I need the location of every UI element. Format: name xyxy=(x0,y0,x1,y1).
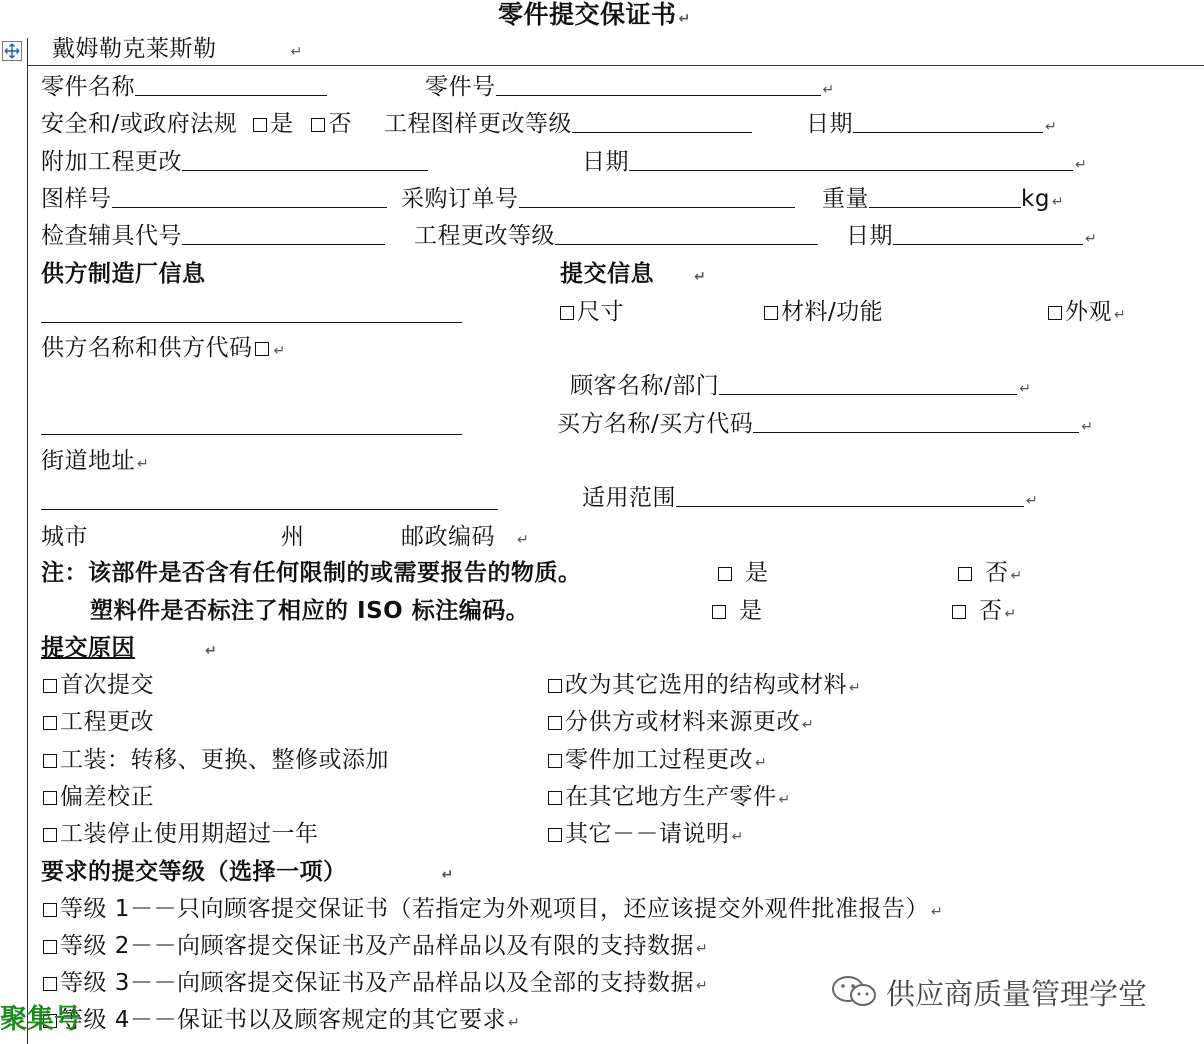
state-label: 州 xyxy=(281,524,305,550)
reason-left-5-checkbox[interactable] xyxy=(43,828,57,842)
reason-right-3[interactable]: 零件加工过程更改 ↵ xyxy=(548,749,767,772)
street-address-label: 街道地址 ↵ xyxy=(41,448,150,474)
material-checkbox[interactable] xyxy=(764,306,778,320)
weight-field[interactable]: 重量 kg ↵ xyxy=(822,186,1065,212)
note-plastic-iso: 塑料件是否标注了相应的 ISO 标注编码。 xyxy=(90,598,530,624)
dimension-checkbox[interactable] xyxy=(560,306,574,320)
safety-yes-checkbox[interactable] xyxy=(253,118,267,132)
buyer-field[interactable]: 买方名称/买方代码 ↵ xyxy=(557,411,1094,437)
safety-no-checkbox[interactable] xyxy=(311,118,325,132)
supplier-blank-line-1[interactable] xyxy=(41,322,462,323)
reason-right-4-checkbox[interactable] xyxy=(548,791,562,805)
reason-right-2[interactable]: 分供方或材料来源更改 ↵ xyxy=(548,711,814,734)
material-option[interactable]: 材料/功能 xyxy=(764,301,883,324)
reason-right-3-checkbox[interactable] xyxy=(548,754,562,768)
appearance-checkbox[interactable] xyxy=(1048,306,1062,320)
reason-left-4[interactable]: 偏差校正 xyxy=(43,786,154,809)
customer-dept-field[interactable]: 顾客名称/部门 ↵ xyxy=(570,373,1032,399)
note-restricted-substances: 注：该部件是否含有任何限制的或需要报告的物质。 xyxy=(41,560,582,586)
po-no-field[interactable]: 采购订单号 xyxy=(401,188,795,211)
extra-eng-change-field[interactable]: 附加工程更改 xyxy=(41,151,428,174)
drawing-no-field[interactable]: 图样号 xyxy=(41,188,387,211)
note2-no-checkbox[interactable] xyxy=(952,605,966,619)
level-1-checkbox[interactable] xyxy=(43,903,57,917)
note1-no-checkbox[interactable] xyxy=(958,567,972,581)
submission-info-heading: 提交信息 ↵ xyxy=(560,261,707,287)
supplier-blank-line-2[interactable] xyxy=(41,434,462,435)
note1-yes-option[interactable]: 是 xyxy=(718,562,769,585)
reason-left-1-checkbox[interactable] xyxy=(43,679,57,693)
date-field-2[interactable]: 日期 ↵ xyxy=(582,149,1088,175)
table-left-border xyxy=(27,38,28,1044)
application-field[interactable]: 适用范围 ↵ xyxy=(582,485,1039,511)
part-no-field[interactable]: 零件号 ↵ xyxy=(425,74,835,100)
note1-yes-checkbox[interactable] xyxy=(718,567,732,581)
reason-left-2[interactable]: 工程更改 xyxy=(43,711,154,734)
level-2-option[interactable]: 等级 2－－向顾客提交保证书及产品样品以及有限的支持数据 ↵ xyxy=(43,935,708,958)
level-1-option[interactable]: 等级 1－－只向顾客提交保证书（若指定为外观项目，还应该提交外观件批准报告） ↵ xyxy=(43,898,943,921)
reason-right-5[interactable]: 其它－－请说明 ↵ xyxy=(548,823,744,846)
reason-left-3-checkbox[interactable] xyxy=(43,754,57,768)
reason-left-2-checkbox[interactable] xyxy=(43,716,57,730)
reason-right-4[interactable]: 在其它地方生产零件 ↵ xyxy=(548,786,791,809)
gauge-no-field[interactable]: 检查辅具代号 xyxy=(41,225,385,248)
reason-right-1[interactable]: 改为其它选用的结构或材料 ↵ xyxy=(548,674,861,697)
wechat-icon xyxy=(830,974,880,1011)
level-4-option[interactable]: 等级 4－－保证书以及顾客规定的其它要求 ↵ xyxy=(43,1009,520,1032)
reason-right-5-checkbox[interactable] xyxy=(548,828,562,842)
note2-no-option[interactable]: 否 ↵ xyxy=(952,600,1017,623)
appearance-option[interactable]: 外观 ↵ xyxy=(1048,301,1126,324)
street-blank-line[interactable] xyxy=(41,509,498,510)
supplier-info-heading: 供方制造厂信息 xyxy=(41,261,206,287)
note2-yes-option[interactable]: 是 xyxy=(712,600,763,623)
date-field-3[interactable]: 日期 ↵ xyxy=(846,223,1098,249)
page-title: 零件提交保证书 ↵ xyxy=(498,0,691,29)
zip-label: 邮政编码 ↵ xyxy=(401,524,530,550)
reason-left-5[interactable]: 工装停止使用期超过一年 xyxy=(43,823,319,846)
reason-left-4-checkbox[interactable] xyxy=(43,791,57,805)
note2-yes-checkbox[interactable] xyxy=(712,605,726,619)
reason-right-1-checkbox[interactable] xyxy=(548,679,562,693)
drawing-change-level-field[interactable]: 工程图样更改等级 xyxy=(384,113,752,136)
move-handle-icon[interactable] xyxy=(2,41,22,61)
watermark: 供应商质量管理学堂 xyxy=(830,974,1147,1011)
company-name: 戴姆勒克莱斯勒 ↵ xyxy=(52,36,303,62)
submission-reason-heading: 提交原因 ↵ xyxy=(41,635,218,661)
safety-regulation-field: 安全和/或政府法规 是 否 xyxy=(41,111,352,137)
level-2-checkbox[interactable] xyxy=(43,940,57,954)
note1-no-option[interactable]: 否 ↵ xyxy=(958,562,1023,585)
corner-watermark: 聚集号 xyxy=(0,1004,81,1035)
supplier-name-code-label: 供方名称和供方代码 ↵ xyxy=(41,335,286,361)
date-field-1[interactable]: 日期 ↵ xyxy=(806,111,1058,137)
table-top-border xyxy=(27,65,1204,66)
level-3-option[interactable]: 等级 3－－向顾客提交保证书及产品样品以及全部的支持数据 ↵ xyxy=(43,972,708,995)
reason-left-1[interactable]: 首次提交 xyxy=(43,674,154,697)
city-label: 城市 xyxy=(41,524,88,550)
eng-change-level-field[interactable]: 工程更改等级 xyxy=(414,225,818,248)
dimension-option[interactable]: 尺寸 xyxy=(560,301,624,324)
part-name-field[interactable]: 零件名称 xyxy=(41,76,327,99)
reason-left-3[interactable]: 工装：转移、更换、整修或添加 xyxy=(43,749,389,772)
level-3-checkbox[interactable] xyxy=(43,977,57,991)
reason-right-2-checkbox[interactable] xyxy=(548,716,562,730)
submission-level-heading: 要求的提交等级（选择一项） ↵ xyxy=(41,859,454,885)
